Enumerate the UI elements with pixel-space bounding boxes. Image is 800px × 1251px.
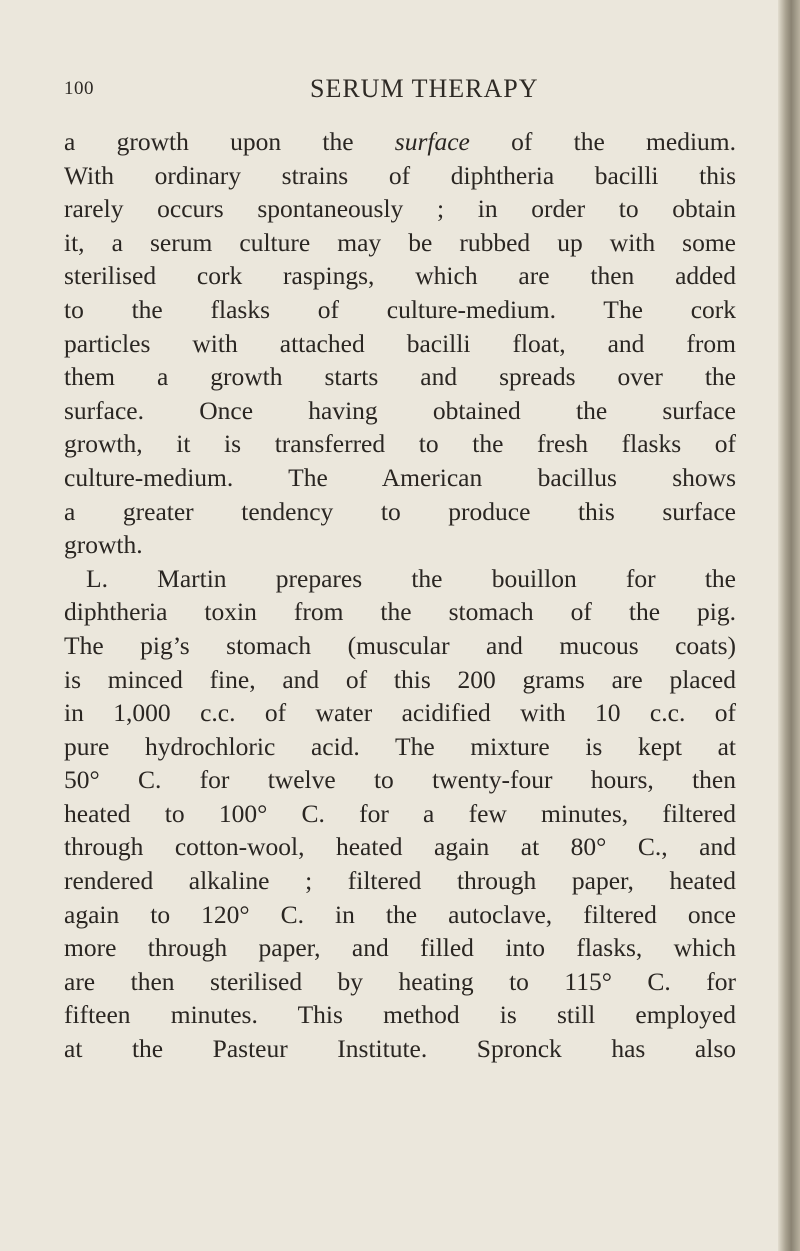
text-line: diphtheria toxin from the stomach of the pig. (64, 597, 736, 627)
text-line: more through paper, and filled into flasks, which (64, 933, 736, 963)
text-line: pure hydrochloric acid. The mixture is kept at (64, 731, 736, 761)
text-line: a greater tendency to produce this surface (64, 496, 736, 526)
text-line: them a growth starts and spreads over the (64, 362, 736, 392)
text-line: surface. Once having obtained the surface (64, 395, 736, 425)
text-line: in 1,000 c.c. of water acidified with 10 c.c. of (64, 698, 736, 728)
text-line: L. Martin prepares the bouillon for the (86, 563, 736, 593)
page-binding-edge (778, 0, 800, 1251)
text-line: rarely occurs spontaneously ; in order to obtain (64, 194, 736, 224)
text-line: through cotton-wool, heated again at 80° C., and (64, 832, 736, 862)
text-line: growth. (64, 530, 143, 560)
running-title: SERUM THERAPY (310, 74, 539, 103)
text-line: again to 120° C. in the autoclave, filtered once (64, 899, 736, 929)
text-line: The pig’s stomach (muscular and mucous coats) (64, 630, 736, 660)
text-line: to the flasks of culture-medium. The cork (64, 294, 736, 324)
text-line: heated to 100° C. for a few minutes, filtered (64, 798, 736, 828)
text-line: a growth upon the surface of the medium. (64, 127, 736, 156)
text-line: are then sterilised by heating to 115° C. for (64, 966, 736, 996)
text-line: particles with attached bacilli float, and from (64, 328, 736, 358)
text-line: culture-medium. The American bacillus shows (64, 462, 736, 492)
text-line: is minced fine, and of this 200 grams are placed (64, 664, 736, 694)
text-line: 50° C. for twelve to twenty-four hours, then (64, 765, 736, 795)
text-line: it, a serum culture may be rubbed up with some (64, 227, 736, 257)
text-line: growth, it is transferred to the fresh flasks of (64, 429, 736, 459)
body-text (64, 125, 736, 1066)
text-line: fifteen minutes. This method is still employed (64, 1000, 736, 1030)
page-number: 100 (64, 78, 94, 99)
emphasis: surface (394, 127, 470, 156)
text-line: at the Pasteur Institute. Spronck has also (64, 1034, 736, 1064)
text-line: With ordinary strains of diphtheria bacilli this (64, 160, 736, 190)
text-line: rendered alkaline ; filtered through paper, heated (64, 866, 736, 896)
text-line: sterilised cork raspings, which are then added (64, 261, 736, 291)
page-header (64, 74, 732, 108)
